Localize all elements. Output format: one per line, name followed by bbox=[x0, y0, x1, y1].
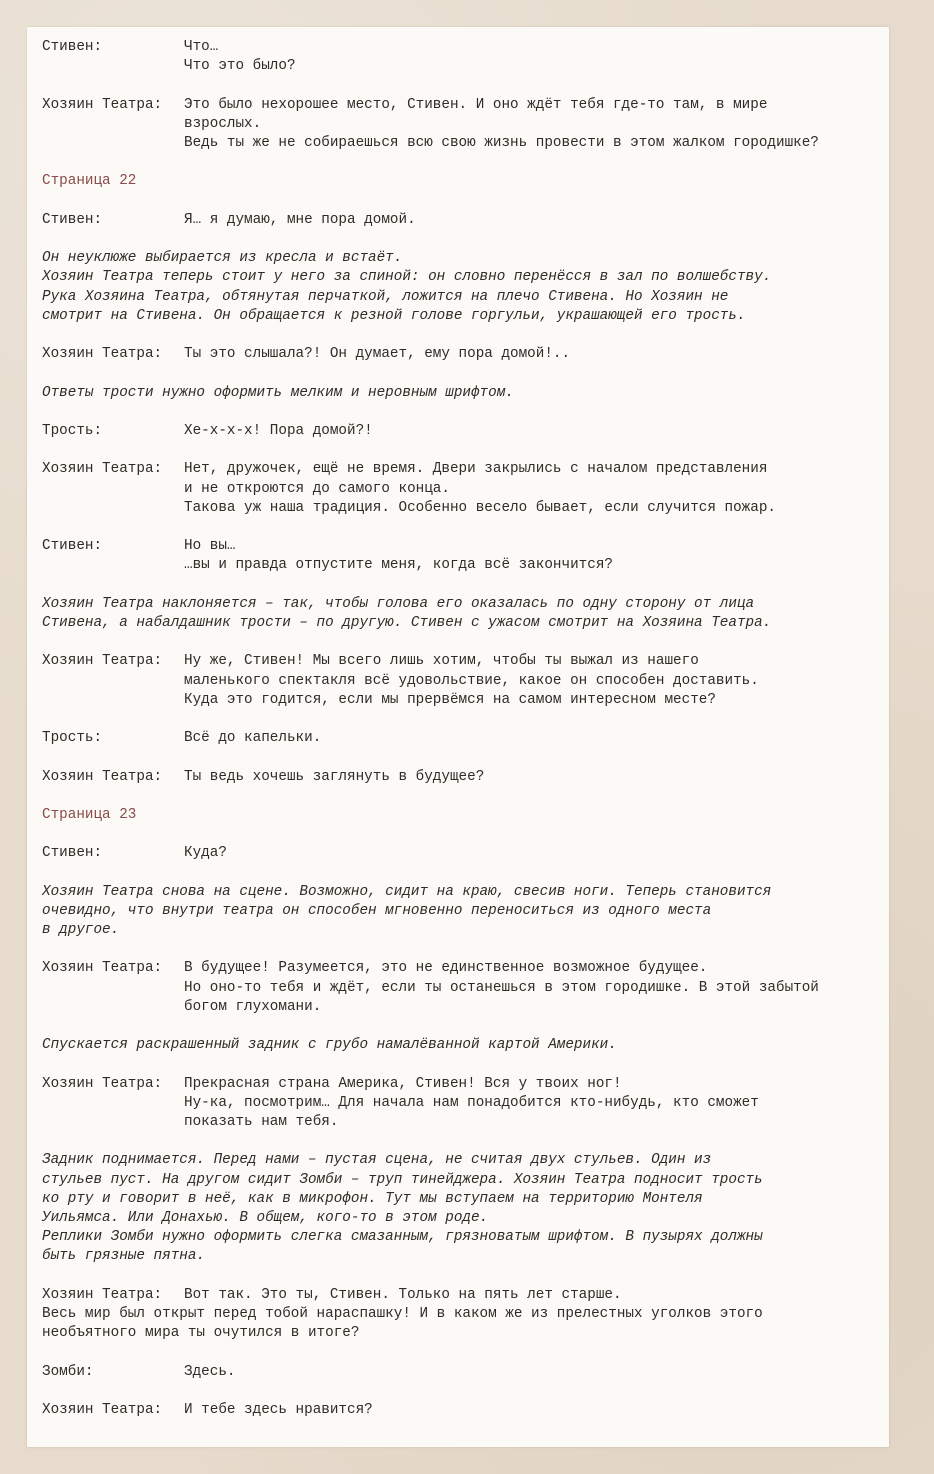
dialogue-line: Ну же, Стивен! Мы всего лишь хотим, чтобы ты выжал из нашего bbox=[184, 653, 699, 670]
dialogue-line: И тебе здесь нравится? bbox=[184, 1402, 373, 1419]
direction-line: очевидно, что внутри театра он способен мгновенно переноситься из одного места bbox=[42, 902, 712, 919]
dialogue-block bbox=[42, 422, 892, 441]
speaker-name: Хозяин Театра: bbox=[42, 96, 163, 113]
speaker-name: Хозяин Театра: bbox=[42, 1402, 163, 1419]
direction-line: Спускается раскрашенный задник с грубо намалёванной картой Америки. bbox=[42, 1037, 617, 1054]
dialogue-continuation-line: Весь мир был открыт перед тобой нараспашку! И в каком же из прелестных уголков этого bbox=[42, 1306, 763, 1323]
speaker-name: Хозяин Театра: bbox=[42, 1286, 163, 1303]
dialogue-line: Что… bbox=[184, 39, 219, 55]
dialogue-line: Ведь ты же не собираешься всю свою жизнь провести в этом жалком городишке? bbox=[184, 135, 819, 151]
speaker-name: Хозяин Театра: bbox=[42, 1075, 163, 1092]
direction-line: Уильямса. Или Донахью. В общем, кого-то в этом роде. bbox=[42, 1210, 489, 1227]
direction-line: смотрит на Стивена. Он обращается к резной голове горгульи, украшающей его трость. bbox=[42, 307, 746, 324]
dialogue-line: Я… я думаю, мне пора домой. bbox=[184, 211, 416, 228]
dialogue-block bbox=[42, 211, 892, 230]
speaker-name: Стивен: bbox=[42, 211, 103, 228]
dialogue-block bbox=[42, 345, 892, 364]
direction-line: Хозяин Театра теперь стоит у него за спиной: он словно перенёсся в зал по волшебству. bbox=[42, 269, 772, 286]
direction-line: Ответы трости нужно оформить мелким и неровным шрифтом. bbox=[42, 384, 514, 401]
dialogue-block bbox=[42, 1075, 892, 1133]
speaker-name: Трость: bbox=[42, 730, 103, 747]
speaker-name: Стивен: bbox=[42, 845, 103, 862]
dialogue-block bbox=[42, 1363, 892, 1382]
dialogue-line: Что это было? bbox=[184, 58, 296, 75]
dialogue-line: Ты ведь хочешь заглянуть в будущее? bbox=[184, 768, 485, 785]
dialogue-line: маленького спектакля всё удовольствие, какое он способен доставить. bbox=[184, 672, 759, 689]
dialogue-line: В будущее! Разумеется, это не единственное возможное будущее. bbox=[184, 960, 708, 977]
dialogue-block bbox=[42, 729, 892, 748]
page-number-text: Страница 23 bbox=[42, 806, 137, 823]
dialogue-block bbox=[42, 96, 892, 154]
speaker-name: Стивен: bbox=[42, 538, 103, 555]
speaker-name: Хозяин Театра: bbox=[42, 346, 163, 363]
direction-line: Хозяин Театра наклоняется – так, чтобы голова его оказалась по одну сторону от лица bbox=[42, 595, 755, 612]
page-number-heading bbox=[42, 172, 892, 191]
dialogue-block bbox=[42, 652, 892, 710]
dialogue-block bbox=[42, 768, 892, 787]
direction-line: Задник поднимается. Перед нами – пустая сцена, не считая двух стульев. Один из bbox=[42, 1152, 712, 1169]
dialogue-block bbox=[42, 537, 892, 575]
dialogue-line: Ты это слышала?! Он думает, ему пора домой!.. bbox=[184, 346, 571, 363]
speaker-name: Трость: bbox=[42, 422, 103, 439]
dialogue-line: Но вы… bbox=[184, 538, 236, 555]
speaker-name: Зомби: bbox=[42, 1363, 94, 1380]
dialogue-line: Но оно-то тебя и ждёт, если ты останешься в этом городишке. В этой забытой bbox=[184, 979, 819, 996]
direction-line: Рука Хозяина Театра, обтянутая перчаткой, ложится на плечо Стивена. Но Хозяин не bbox=[42, 288, 729, 305]
script-text bbox=[42, 38, 892, 1439]
direction-line: быть грязные пятна. bbox=[42, 1248, 206, 1265]
dialogue-line: …вы и правда отпустите меня, когда всё закончится? bbox=[184, 557, 613, 574]
dialogue-line: Всё до капельки. bbox=[184, 730, 322, 747]
dialogue-block bbox=[42, 460, 892, 518]
stage-direction bbox=[42, 1151, 892, 1266]
dialogue-line: богом глухомани. bbox=[184, 998, 322, 1015]
dialogue-block bbox=[42, 38, 892, 76]
stage-direction bbox=[42, 595, 892, 633]
direction-line: стульев пуст. На другом сидит Зомби – труп тинейджера. Хозяин Театра подносит трость bbox=[42, 1171, 763, 1188]
dialogue-block bbox=[42, 844, 892, 863]
stage-direction bbox=[42, 384, 892, 403]
dialogue-line: Хе-х-х-х! Пора домой?! bbox=[184, 422, 373, 439]
dialogue-line: Вот так. Это ты, Стивен. Только на пять лет старше. bbox=[184, 1286, 622, 1303]
dialogue-line: Куда? bbox=[184, 845, 227, 862]
dialogue-line: Прекрасная страна Америка, Стивен! Вся у твоих ног! bbox=[184, 1075, 622, 1092]
dialogue-line: показать нам тебя. bbox=[184, 1114, 339, 1131]
speaker-name: Стивен: bbox=[42, 39, 103, 55]
dialogue-continuation-line: необъятного мира ты очутился в итоге? bbox=[42, 1325, 360, 1342]
dialogue-block bbox=[42, 1286, 892, 1344]
speaker-name: Хозяин Театра: bbox=[42, 461, 163, 478]
speaker-name: Хозяин Театра: bbox=[42, 768, 163, 785]
dialogue-line: взрослых. bbox=[184, 115, 262, 132]
dialogue-block bbox=[42, 959, 892, 1017]
direction-line: Реплики Зомби нужно оформить слегка смазанным, грязноватым шрифтом. В пузырях должны bbox=[42, 1229, 763, 1246]
direction-line: в другое. bbox=[42, 922, 120, 939]
direction-line: ко рту и говорит в неё, как в микрофон. Тут мы вступаем на территорию Монтеля bbox=[42, 1190, 703, 1207]
page-number-heading bbox=[42, 806, 892, 825]
stage-direction bbox=[42, 249, 892, 326]
dialogue-line: Здесь. bbox=[184, 1363, 236, 1380]
stage-direction bbox=[42, 883, 892, 941]
dialogue-line: Такова уж наша традиция. Особенно весело бывает, если случится пожар. bbox=[184, 499, 776, 516]
direction-line: Стивена, а набалдашник трости – по другую. Стивен с ужасом смотрит на Хозяина Театра. bbox=[42, 614, 772, 631]
speaker-name: Хозяин Театра: bbox=[42, 960, 163, 977]
dialogue-line: Это было нехорошее место, Стивен. И оно ждёт тебя где-то там, в мире bbox=[184, 96, 768, 113]
dialogue-line: и не откроются до самого конца. bbox=[184, 480, 450, 497]
dialogue-line: Куда это годится, если мы прервёмся на самом интересном месте? bbox=[184, 691, 716, 708]
page-number-text: Страница 22 bbox=[42, 173, 137, 190]
direction-line: Он неуклюже выбирается из кресла и встаёт. bbox=[42, 250, 403, 267]
speaker-name: Хозяин Театра: bbox=[42, 653, 163, 670]
dialogue-block bbox=[42, 1401, 892, 1420]
dialogue-line: Нет, дружочек, ещё не время. Двери закрылись с началом представления bbox=[184, 461, 768, 478]
direction-line: Хозяин Театра снова на сцене. Возможно, сидит на краю, свесив ноги. Теперь становится bbox=[42, 883, 772, 900]
stage-direction bbox=[42, 1036, 892, 1055]
dialogue-line: Ну-ка, посмотрим… Для начала нам понадобится кто-нибудь, кто сможет bbox=[184, 1094, 759, 1111]
